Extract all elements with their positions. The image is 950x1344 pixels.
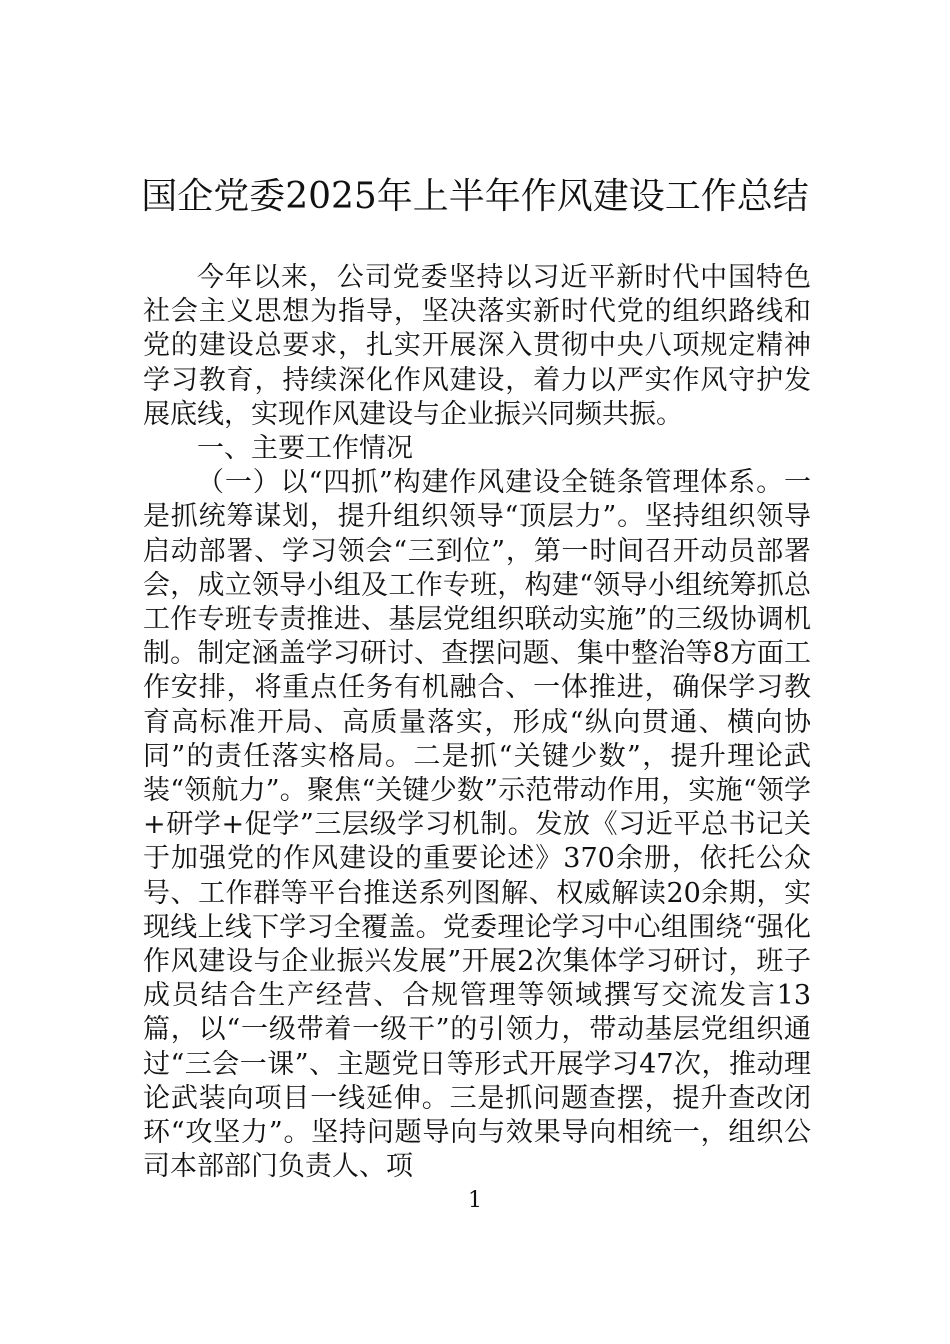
document-title: 国企党委2025年上半年作风建设工作总结 (141, 176, 809, 217)
document-body (143, 261, 811, 1184)
page-number: 1 (468, 1188, 482, 1213)
body-paragraph: （一）以“四抓”构建作风建设全链条管理体系。一是抓统筹谋划，提升组织领导“顶层力”。坚持组织领导启动部署、学习领会“三到位”，第一时间召开动员部署会，成立领导小组及工作专班，构建“领导小组统筹抓总工作专班专责推进、基层党组织联动实施”的三级协调机制。制定涵盖学习研讨、查摆问题、集中整治等8方面工作安排，将重点任务有机融合、一体推进，确保学习教育高标准开局、高质量落实，形成“纵向贯通、横向协同”的责任落实格局。二是抓“关键少数”，提升理论武装“领航力”。聚焦“关键少数”示范带动作用，实施“领学+研学+促学”三层级学习机制。发放《习近平总书记关于加强党的作风建设的重要论述》370余册，依托公众号、工作群等平台推送系列图解、权威解读20余期，实现线上线下学习全覆盖。党委理论学习中心组围绕“强化作风建设与企业振兴发展”开展2次集体学习研讨，班子成员结合生产经营、合规管理等领域撰写交流发言13篇，以“一级带着一级干”的引领力，带动基层党组织通过“三会一课”、主题党日等形式开展学习47次，推动理论武装向项目一线延伸。三是抓问题查摆，提升查改闭环“攻坚力”。坚持问题导向与效果导向相统一，组织公司本部部门负责人、项 (143, 467, 811, 1183)
intro-paragraph: 今年以来，公司党委坚持以习近平新时代中国特色社会主义思想为指导，坚决落实新时代党的组织路线和党的建设总要求，扎实开展深入贯彻中央八项规定精神学习教育，持续深化作风建设，着力以严实作风守护发展底线，实现作风建设与企业振兴同频共振。 (143, 262, 811, 430)
section-heading: 一、主要工作情况 (197, 433, 413, 465)
